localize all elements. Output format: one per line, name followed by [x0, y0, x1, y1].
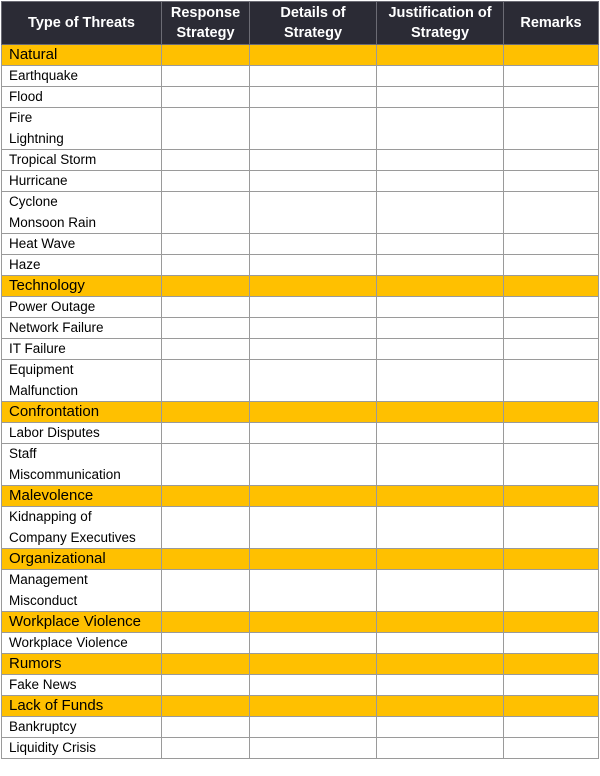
category-label: Technology: [2, 276, 162, 297]
table-header: [2, 2, 599, 45]
justification-cell[interactable]: [377, 234, 504, 255]
justification-cell[interactable]: [377, 339, 504, 360]
justification-cell[interactable]: [377, 570, 504, 612]
response-strategy-cell[interactable]: [162, 234, 250, 255]
threat-type-cell: Cyclone Monsoon Rain: [2, 192, 162, 234]
response-strategy-cell[interactable]: [162, 507, 250, 549]
threat-type-cell: Fire Lightning: [2, 108, 162, 150]
category-row-blank-cell: [504, 612, 599, 633]
category-row-blank-cell: [504, 654, 599, 675]
response-strategy-cell[interactable]: [162, 297, 250, 318]
category-label: Lack of Funds: [2, 696, 162, 717]
category-label: Malevolence: [2, 486, 162, 507]
category-row-blank-cell: [162, 612, 250, 633]
table-row: [2, 66, 599, 87]
threat-response-table: [1, 1, 599, 759]
category-row: [2, 45, 599, 66]
header-response-strategy: Response Strategy: [162, 2, 250, 45]
details-of-strategy-cell[interactable]: [250, 339, 377, 360]
table-row: [2, 192, 599, 234]
table-row: [2, 423, 599, 444]
details-of-strategy-cell[interactable]: [250, 234, 377, 255]
category-label: Rumors: [2, 654, 162, 675]
threat-type-cell: Equipment Malfunction: [2, 360, 162, 402]
remarks-cell[interactable]: [504, 150, 599, 171]
response-strategy-cell[interactable]: [162, 66, 250, 87]
category-row-blank-cell: [250, 696, 377, 717]
category-row-blank-cell: [377, 276, 504, 297]
remarks-cell[interactable]: [504, 423, 599, 444]
response-strategy-cell[interactable]: [162, 318, 250, 339]
table-row: [2, 297, 599, 318]
category-row: [2, 549, 599, 570]
table-row: [2, 255, 599, 276]
table-row: [2, 444, 599, 486]
justification-cell[interactable]: [377, 675, 504, 696]
details-of-strategy-cell[interactable]: [250, 171, 377, 192]
category-row: [2, 654, 599, 675]
response-strategy-cell[interactable]: [162, 633, 250, 654]
justification-cell[interactable]: [377, 192, 504, 234]
response-strategy-cell[interactable]: [162, 444, 250, 486]
table-row: [2, 360, 599, 402]
details-of-strategy-cell[interactable]: [250, 444, 377, 486]
category-row-blank-cell: [377, 654, 504, 675]
header-justification-of-strategy: Justification of Strategy: [377, 2, 504, 45]
category-row-blank-cell: [504, 45, 599, 66]
threat-type-cell: Heat Wave: [2, 234, 162, 255]
threat-type-cell: IT Failure: [2, 339, 162, 360]
remarks-cell[interactable]: [504, 633, 599, 654]
response-strategy-cell[interactable]: [162, 150, 250, 171]
threat-type-cell: Bankruptcy: [2, 717, 162, 738]
details-of-strategy-cell[interactable]: [250, 255, 377, 276]
response-strategy-cell[interactable]: [162, 339, 250, 360]
category-label: Workplace Violence: [2, 612, 162, 633]
threat-type-cell: Workplace Violence: [2, 633, 162, 654]
remarks-cell[interactable]: [504, 717, 599, 738]
table-row: [2, 339, 599, 360]
response-strategy-cell[interactable]: [162, 87, 250, 108]
response-strategy-cell[interactable]: [162, 423, 250, 444]
table-row: [2, 318, 599, 339]
justification-cell[interactable]: [377, 318, 504, 339]
table-row: [2, 234, 599, 255]
threat-type-cell: Management Misconduct: [2, 570, 162, 612]
justification-cell[interactable]: [377, 66, 504, 87]
category-row: [2, 276, 599, 297]
category-row-blank-cell: [504, 549, 599, 570]
category-row-blank-cell: [162, 654, 250, 675]
category-row-blank-cell: [162, 549, 250, 570]
response-strategy-cell[interactable]: [162, 255, 250, 276]
category-row-blank-cell: [250, 276, 377, 297]
details-of-strategy-cell[interactable]: [250, 717, 377, 738]
category-row-blank-cell: [250, 402, 377, 423]
justification-cell[interactable]: [377, 150, 504, 171]
details-of-strategy-cell[interactable]: [250, 192, 377, 234]
remarks-cell[interactable]: [504, 738, 599, 759]
remarks-cell[interactable]: [504, 171, 599, 192]
threat-type-cell: Tropical Storm: [2, 150, 162, 171]
category-row-blank-cell: [504, 696, 599, 717]
table-row: [2, 738, 599, 759]
justification-cell[interactable]: [377, 171, 504, 192]
response-strategy-cell[interactable]: [162, 675, 250, 696]
header-type-of-threats: Type of Threats: [2, 2, 162, 45]
details-of-strategy-cell[interactable]: [250, 87, 377, 108]
category-row-blank-cell: [377, 486, 504, 507]
remarks-cell[interactable]: [504, 444, 599, 486]
remarks-cell[interactable]: [504, 675, 599, 696]
header-row: [2, 2, 599, 45]
category-row: [2, 696, 599, 717]
category-row: [2, 402, 599, 423]
threat-type-cell: Haze: [2, 255, 162, 276]
response-strategy-cell[interactable]: [162, 192, 250, 234]
remarks-cell[interactable]: [504, 318, 599, 339]
category-row-blank-cell: [377, 402, 504, 423]
category-row-blank-cell: [250, 549, 377, 570]
header-details-of-strategy: Details of Strategy: [250, 2, 377, 45]
justification-cell[interactable]: [377, 108, 504, 150]
details-of-strategy-cell[interactable]: [250, 66, 377, 87]
justification-cell[interactable]: [377, 423, 504, 444]
table-row: [2, 108, 599, 150]
threat-type-cell: Flood: [2, 87, 162, 108]
category-row-blank-cell: [250, 654, 377, 675]
justification-cell[interactable]: [377, 444, 504, 486]
details-of-strategy-cell[interactable]: [250, 108, 377, 150]
justification-cell[interactable]: [377, 738, 504, 759]
table-row: [2, 171, 599, 192]
category-row-blank-cell: [162, 45, 250, 66]
category-row-blank-cell: [162, 696, 250, 717]
category-row-blank-cell: [250, 45, 377, 66]
threat-type-cell: Fake News: [2, 675, 162, 696]
category-row-blank-cell: [377, 696, 504, 717]
justification-cell[interactable]: [377, 633, 504, 654]
remarks-cell[interactable]: [504, 360, 599, 402]
category-row: [2, 612, 599, 633]
table-row: [2, 150, 599, 171]
remarks-cell[interactable]: [504, 255, 599, 276]
response-strategy-cell[interactable]: [162, 360, 250, 402]
remarks-cell[interactable]: [504, 192, 599, 234]
threat-type-cell: Power Outage: [2, 297, 162, 318]
justification-cell[interactable]: [377, 507, 504, 549]
details-of-strategy-cell[interactable]: [250, 360, 377, 402]
details-of-strategy-cell[interactable]: [250, 297, 377, 318]
table-row: [2, 507, 599, 549]
details-of-strategy-cell[interactable]: [250, 507, 377, 549]
justification-cell[interactable]: [377, 717, 504, 738]
details-of-strategy-cell[interactable]: [250, 150, 377, 171]
response-strategy-cell[interactable]: [162, 171, 250, 192]
category-row-blank-cell: [250, 486, 377, 507]
response-strategy-cell[interactable]: [162, 738, 250, 759]
category-row-blank-cell: [377, 45, 504, 66]
threat-type-cell: Staff Miscommunication: [2, 444, 162, 486]
table-row: [2, 570, 599, 612]
table-row: [2, 87, 599, 108]
table-row: [2, 633, 599, 654]
category-row-blank-cell: [162, 486, 250, 507]
details-of-strategy-cell[interactable]: [250, 318, 377, 339]
details-of-strategy-cell[interactable]: [250, 675, 377, 696]
table-body: [2, 45, 599, 759]
justification-cell[interactable]: [377, 360, 504, 402]
table-row: [2, 717, 599, 738]
response-strategy-cell[interactable]: [162, 717, 250, 738]
remarks-cell[interactable]: [504, 297, 599, 318]
details-of-strategy-cell[interactable]: [250, 738, 377, 759]
threat-response-table-container: [1, 1, 599, 759]
remarks-cell[interactable]: [504, 108, 599, 150]
table-row: [2, 675, 599, 696]
category-row-blank-cell: [377, 612, 504, 633]
details-of-strategy-cell[interactable]: [250, 423, 377, 444]
category-row-blank-cell: [377, 549, 504, 570]
category-label: Organizational: [2, 549, 162, 570]
details-of-strategy-cell[interactable]: [250, 570, 377, 612]
response-strategy-cell[interactable]: [162, 570, 250, 612]
threat-type-cell: Earthquake: [2, 66, 162, 87]
threat-type-cell: Kidnapping of Company Executives: [2, 507, 162, 549]
category-row: [2, 486, 599, 507]
remarks-cell[interactable]: [504, 507, 599, 549]
remarks-cell[interactable]: [504, 570, 599, 612]
category-label: Natural: [2, 45, 162, 66]
remarks-cell[interactable]: [504, 339, 599, 360]
category-row-blank-cell: [504, 486, 599, 507]
threat-type-cell: Labor Disputes: [2, 423, 162, 444]
category-row-blank-cell: [250, 612, 377, 633]
category-row-blank-cell: [504, 276, 599, 297]
category-label: Confrontation: [2, 402, 162, 423]
category-row-blank-cell: [504, 402, 599, 423]
remarks-cell[interactable]: [504, 87, 599, 108]
threat-type-cell: Hurricane: [2, 171, 162, 192]
threat-type-cell: Liquidity Crisis: [2, 738, 162, 759]
category-row-blank-cell: [162, 276, 250, 297]
remarks-cell[interactable]: [504, 66, 599, 87]
justification-cell[interactable]: [377, 87, 504, 108]
header-remarks: Remarks: [504, 2, 599, 45]
category-row-blank-cell: [162, 402, 250, 423]
threat-type-cell: Network Failure: [2, 318, 162, 339]
response-strategy-cell[interactable]: [162, 108, 250, 150]
justification-cell[interactable]: [377, 297, 504, 318]
details-of-strategy-cell[interactable]: [250, 633, 377, 654]
justification-cell[interactable]: [377, 255, 504, 276]
remarks-cell[interactable]: [504, 234, 599, 255]
